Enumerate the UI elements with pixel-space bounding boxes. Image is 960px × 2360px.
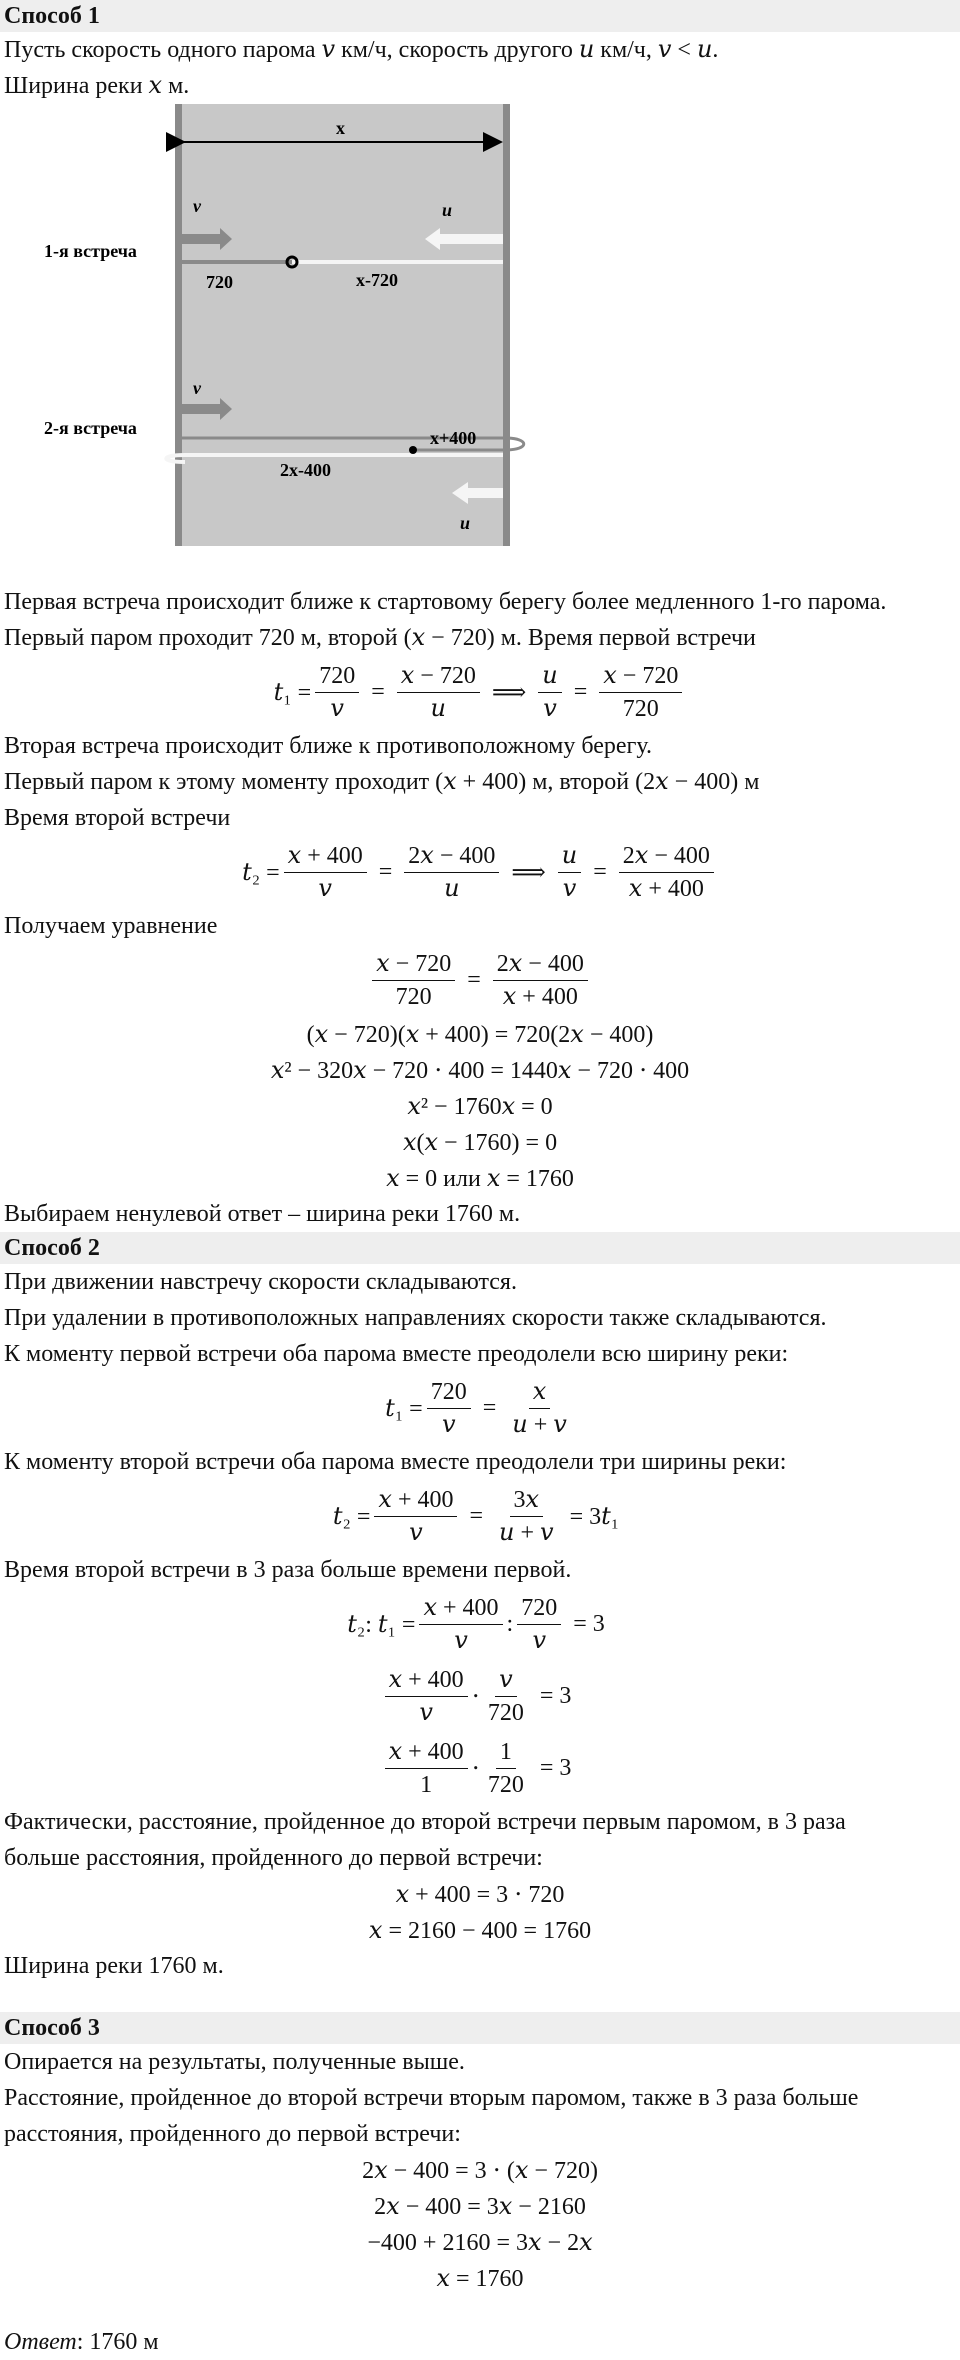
fraction: $\frac{\text{𝑥 − 720}}{\text{𝑢}}$ (397, 660, 480, 725)
equation-line: −400 + 2160 = 3𝑥 − 2𝑥 (367, 2229, 593, 2256)
dist-720-label: 720 (206, 272, 233, 292)
answer (0, 2324, 960, 2360)
paragraph: Время второй встречи в 3 раза больше времени первой. (4, 1557, 572, 1583)
equation-line: 𝑥 = 2160 − 400 = 1760 (368, 1917, 592, 1944)
equation-line: 𝑥(𝑥 − 1760) = 0 (402, 1129, 558, 1156)
paragraph: Время второй встречи (4, 805, 231, 831)
speed-v-label-2: v (193, 378, 201, 398)
paragraph: При движении навстречу скорости складываются. (4, 1269, 517, 1295)
fraction: $\frac{720}{\text{𝑣}}$ (315, 660, 359, 725)
equation-ratio: $\frac{\text{𝑥 − 720}}{720}$ = $\frac{\text{2𝑥 − 400}}{\text{𝑥 + 400}}$ (0, 944, 960, 1016)
answer-value: : 1760 м (76, 2329, 159, 2355)
paragraph: Первый паром к этому моменту проходит (𝑥 + 400) м, второй (2𝑥 − 400) м (4, 769, 760, 795)
section-header-method-3: Способ 3 (0, 2012, 960, 2044)
paragraph: Выбираем ненулевой ответ – ширина реки 1760 м. (4, 1201, 521, 1227)
paragraph: Опирается на результаты, полученные выше. (4, 2049, 465, 2075)
paragraph: Ширина реки 1760 м. (4, 1953, 224, 1979)
ferry-diagram (0, 104, 960, 584)
equation-line: 𝑥² − 1760𝑥 = 0 (407, 1093, 553, 1120)
paragraph: Расстояние, пройденное до второй встречи вторым паромом, также в 3 раза больше (4, 2085, 859, 2111)
fraction: $\frac{\text{𝑢}}{\text{𝑣}}$ (558, 840, 581, 905)
fraction: $\frac{\text{𝑥 − 720}}{720}$ (372, 948, 455, 1013)
river-area (175, 104, 510, 546)
fraction: $\frac{\text{𝑥 − 720}}{720}$ (599, 660, 682, 725)
fraction: $\frac{\text{2𝑥 − 400}}{\text{𝑥 + 400}}$ (493, 948, 588, 1013)
equation-line: 𝑥² − 320𝑥 − 720 ⋅ 400 = 1440𝑥 − 720 ⋅ 400 (270, 1057, 690, 1084)
fraction: $\frac{\text{3𝑥}}{\text{𝑢 + 𝑣}}$ (495, 1484, 558, 1549)
width-label: x (336, 118, 345, 138)
ferry-diagram-svg (0, 104, 960, 584)
fraction: $\frac{\text{𝑥}}{\text{𝑢 + 𝑣}}$ (508, 1376, 571, 1441)
dist-x-720-label: x-720 (356, 270, 398, 290)
fraction: $\frac{\text{2𝑥 − 400}}{\text{𝑢}}$ (404, 840, 499, 905)
paragraph: Пусть скорость одного парома 𝑣 км/ч, скорость другого 𝑢 км/ч, 𝑣 < 𝑢. (4, 37, 719, 63)
equation-t2: 𝑡₂ = $\frac{\text{𝑥 + 400}}{\text{𝑣}}$ = $\frac{\text{2𝑥 − 400}}{\text{𝑢}}$ ⟹ $\frac{\text{𝑢}}{\text{𝑣}}$ = $\frac{\text{2𝑥 − 400}}{\text{𝑥 + 400}}$ (0, 836, 960, 908)
equation-line: 𝑥 = 1760 (436, 2265, 524, 2292)
equation-t1-sum: 𝑡₁ = $\frac{720}{\text{𝑣}}$ = $\frac{\text{𝑥}}{\text{𝑢 + 𝑣}}$ (0, 1372, 960, 1444)
answer-label: Ответ (4, 2329, 77, 2355)
equation-line: 𝑥 = 0 или 𝑥 = 1760 (386, 1165, 574, 1192)
paragraph: больше расстояния, пройденного до первой встречи: (4, 1845, 543, 1871)
speed-v-label: v (193, 196, 201, 216)
paragraph: Первый паром проходит 720 м, второй (𝑥 − 720) м. Время первой встречи (4, 625, 756, 651)
equation-t2-sum: 𝑡₂ = $\frac{\text{𝑥 + 400}}{\text{𝑣}}$ = $\frac{\text{3𝑥}}{\text{𝑢 + 𝑣}}$ = 3𝑡₁ (0, 1480, 960, 1552)
equation-line: 2𝑥 − 400 = 3 ⋅ (𝑥 − 720) (362, 2157, 598, 2184)
fraction: $\frac{1}{720}$ (484, 1736, 528, 1801)
meeting-1-label: 1-я встреча (44, 241, 137, 261)
left-bank (175, 104, 182, 546)
fraction: $\frac{720}{\text{𝑣}}$ (517, 1592, 561, 1657)
paragraph: Первая встреча происходит ближе к стартовому берегу более медленного 1-го парома. (4, 589, 887, 615)
equation-line: (𝑥 − 720)(𝑥 + 400) = 720(2𝑥 − 400) (306, 1021, 654, 1048)
fraction: $\frac{720}{\text{𝑣}}$ (427, 1376, 471, 1441)
fraction: $\frac{\text{2𝑥 − 400}}{\text{𝑥 + 400}}$ (619, 840, 714, 905)
equation-line: 2𝑥 − 400 = 3𝑥 − 2160 (374, 2193, 586, 2220)
right-bank (503, 104, 510, 546)
paragraph: Вторая встреча происходит ближе к противоположному берегу. (4, 733, 652, 759)
paragraph: К моменту первой встречи оба парома вместе преодолели всю ширину реки: (4, 1341, 789, 1367)
section-header-method-2: Способ 2 (0, 1232, 960, 1264)
paragraph: расстояния, пройденного до первой встречи: (4, 2121, 461, 2147)
speed-u-label-2: u (460, 513, 471, 533)
equation-t2-t1: 𝑡₂: 𝑡₁ = $\frac{\text{𝑥 + 400}}{\text{𝑣}}$ : $\frac{720}{\text{𝑣}}$ = 3 (0, 1588, 960, 1660)
dist-2x400-label: 2x-400 (280, 460, 331, 480)
fraction: $\frac{\text{𝑥 + 400}}{1}$ (385, 1736, 468, 1801)
dist-x400-label: x+400 (430, 428, 477, 448)
paragraph: К моменту второй встречи оба парома вместе преодолели три ширины реки: (4, 1449, 787, 1475)
paragraph: Ширина реки 𝑥 м. (4, 73, 190, 99)
meeting-2-point (409, 446, 417, 454)
fraction: $\frac{\text{𝑣}}{720}$ (484, 1664, 528, 1729)
equation-t1: 𝑡₁ = $\frac{720}{\text{𝑣}}$ = $\frac{\text{𝑥 − 720}}{\text{𝑢}}$ ⟹ $\frac{\text{𝑢}}{\text{𝑣}}$ = $\frac{\text{𝑥 − 720}}{720}$ (0, 656, 960, 728)
section-header-method-1: Способ 1 (0, 0, 960, 32)
meeting-2-label: 2-я встреча (44, 418, 137, 438)
fraction: $\frac{\text{𝑥 + 400}}{\text{𝑣}}$ (374, 1484, 457, 1549)
paragraph: Фактически, расстояние, пройденное до второй встречи первым паромом, в 3 раза (4, 1809, 846, 1835)
paragraph: Получаем уравнение (4, 913, 218, 939)
speed-u-label: u (442, 200, 453, 220)
equation-product-2: $\frac{\text{𝑥 + 400}}{1}$ ⋅ $\frac{1}{720}$ = 3 (0, 1732, 960, 1804)
fraction: $\frac{\text{𝑥 + 400}}{\text{𝑣}}$ (385, 1664, 468, 1729)
fraction: $\frac{\text{𝑢}}{\text{𝑣}}$ (538, 660, 561, 725)
fraction: $\frac{\text{𝑥 + 400}}{\text{𝑣}}$ (419, 1592, 502, 1657)
equation-product-1: $\frac{\text{𝑥 + 400}}{\text{𝑣}}$ ⋅ $\frac{\text{𝑣}}{720}$ = 3 (0, 1660, 960, 1732)
fraction: $\frac{\text{𝑥 + 400}}{\text{𝑣}}$ (284, 840, 367, 905)
equation-line: 𝑥 + 400 = 3 ⋅ 720 (395, 1881, 565, 1908)
paragraph: При удалении в противоположных направлениях скорости также складываются. (4, 1305, 827, 1331)
